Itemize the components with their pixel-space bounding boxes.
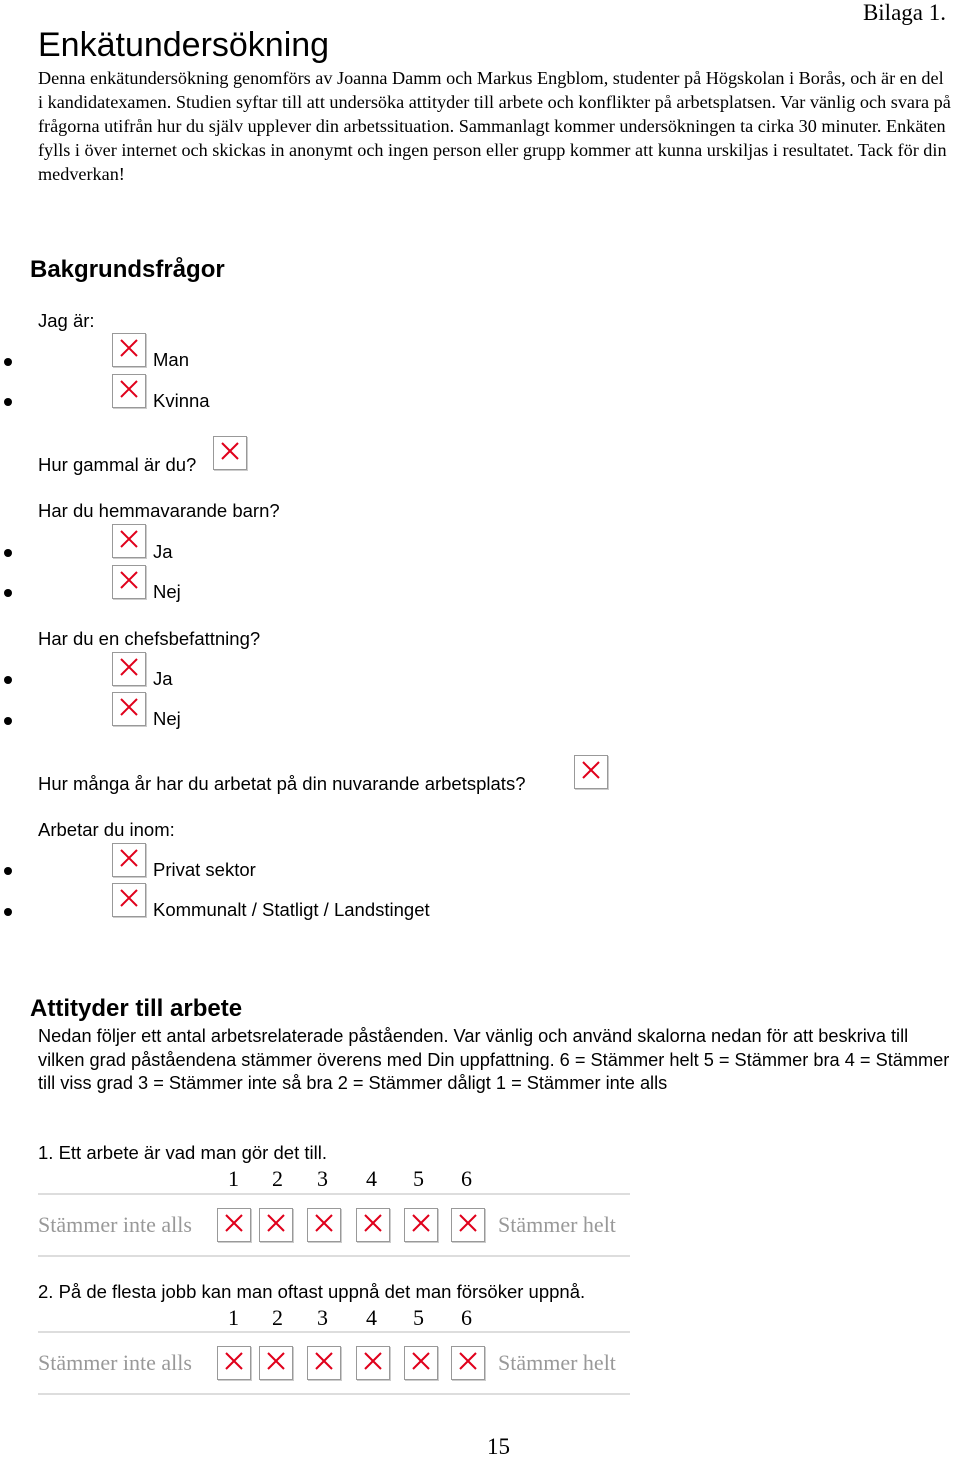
x-mark-icon — [357, 1209, 388, 1240]
statement-1: 1. Ett arbete är vad man gör det till. — [38, 1142, 327, 1163]
checkbox-sector-private[interactable] — [112, 843, 146, 877]
scale-number: 1 — [228, 1166, 239, 1191]
rating-2-option-6[interactable] — [451, 1346, 485, 1380]
age-input[interactable] — [213, 436, 247, 470]
attitudes-intro: Nedan följer ett antal arbetsrelaterade påståenden. Var vänlig och använd skalorna nedan för att beskriva till vilken grad påståendena stämmer överens med Din uppfattning. 6 = Stämmer helt 5 = Stämmer bra 4 = Stämmer till viss grad 3 = Stämmer inte så bra 2 = Stämmer dåligt 1 = Stämmer inte alls — [38, 1026, 950, 1093]
option-label-children-yes: Ja — [153, 541, 173, 562]
bullet-icon — [4, 589, 12, 597]
rating-1-option-2[interactable] — [259, 1208, 293, 1242]
x-mark-icon — [113, 334, 144, 365]
statement-2: 2. På de flesta jobb kan man oftast uppnå det man försöker uppnå. — [38, 1281, 586, 1302]
appendix-label: Bilaga 1. — [862, 0, 946, 25]
scale-number: 3 — [317, 1305, 328, 1330]
rating-1-option-3[interactable] — [307, 1208, 341, 1242]
x-mark-icon — [113, 525, 144, 556]
checkbox-children-no[interactable] — [112, 565, 146, 599]
x-mark-icon — [214, 437, 245, 468]
scale-label-low: Stämmer inte alls — [38, 1212, 192, 1237]
option-label-sector-public: Kommunalt / Statligt / Landstinget — [153, 899, 430, 920]
x-mark-icon — [452, 1347, 483, 1378]
rating-2-option-2[interactable] — [259, 1346, 293, 1380]
rating-2-option-4[interactable] — [356, 1346, 390, 1380]
scale-label-high: Stämmer helt — [498, 1212, 616, 1237]
bullet-icon — [4, 717, 12, 725]
x-mark-icon — [260, 1347, 291, 1378]
option-label-sector-private: Privat sektor — [153, 859, 256, 880]
x-mark-icon — [405, 1347, 436, 1378]
checkbox-children-yes[interactable] — [112, 524, 146, 558]
x-mark-icon — [113, 884, 144, 915]
option-label-children-no: Nej — [153, 581, 181, 602]
option-label-manager-no: Nej — [153, 708, 181, 729]
option-label-man: Man — [153, 349, 189, 370]
checkbox-gender-woman[interactable] — [112, 374, 146, 408]
scale-number: 4 — [366, 1166, 377, 1191]
scale-number: 5 — [413, 1166, 424, 1191]
divider — [38, 1331, 630, 1333]
x-mark-icon — [308, 1209, 339, 1240]
divider — [38, 1393, 630, 1395]
x-mark-icon — [113, 693, 144, 724]
rating-1-option-4[interactable] — [356, 1208, 390, 1242]
question-age: Hur gammal är du? — [38, 454, 197, 475]
rating-1-option-6[interactable] — [451, 1208, 485, 1242]
scale-number: 5 — [413, 1305, 424, 1330]
x-mark-icon — [113, 844, 144, 875]
scale-number: 6 — [461, 1166, 472, 1191]
rating-2-option-3[interactable] — [307, 1346, 341, 1380]
checkbox-manager-yes[interactable] — [112, 652, 146, 686]
scale-number: 2 — [272, 1166, 283, 1191]
page-number: 15 — [487, 1434, 510, 1459]
x-mark-icon — [113, 566, 144, 597]
bullet-icon — [4, 908, 12, 916]
checkbox-manager-no[interactable] — [112, 692, 146, 726]
x-mark-icon — [218, 1347, 249, 1378]
x-mark-icon — [405, 1209, 436, 1240]
section-heading-background: Bakgrundsfrågor — [30, 256, 225, 283]
scale-label-high: Stämmer helt — [498, 1350, 616, 1375]
scale-number: 3 — [317, 1166, 328, 1191]
scale-label-low: Stämmer inte alls — [38, 1350, 192, 1375]
rating-2-option-1[interactable] — [217, 1346, 251, 1380]
x-mark-icon — [308, 1347, 339, 1378]
x-mark-icon — [113, 375, 144, 406]
scale-number: 6 — [461, 1305, 472, 1330]
divider — [38, 1255, 630, 1257]
x-mark-icon — [357, 1347, 388, 1378]
scale-number: 4 — [366, 1305, 377, 1330]
question-years: Hur många år har du arbetat på din nuvarande arbetsplats? — [38, 773, 526, 794]
bullet-icon — [4, 549, 12, 557]
intro-paragraph: Denna enkätundersökning genomförs av Joanna Damm och Markus Engblom, studenter på Högskolan i Borås, och är en del i kandidatexamen. Studien syftar till att undersöka attityder till arbete och konflikter på arbetsplatsen. Var vänlig och svara på frågorna utifrån hur du själv upplever din arbetssituation. Sammanlagt kommer undersökningen ta cirka 30 minuter. Enkäten fylls i över internet och skickas in anonymt och ingen person eller grupp kommer att kunna urskiljas i resultatet. Tack för din medverkan! — [38, 68, 951, 184]
question-children: Har du hemmavarande barn? — [38, 500, 280, 521]
page-title: Enkätundersökning — [38, 26, 330, 64]
years-input[interactable] — [574, 755, 608, 789]
x-mark-icon — [218, 1209, 249, 1240]
question-sector: Arbetar du inom: — [38, 819, 175, 840]
option-label-manager-yes: Ja — [153, 668, 173, 689]
rating-1-option-5[interactable] — [404, 1208, 438, 1242]
x-mark-icon — [260, 1209, 291, 1240]
x-mark-icon — [575, 756, 606, 787]
bullet-icon — [4, 867, 12, 875]
scale-number: 2 — [272, 1305, 283, 1330]
option-label-woman: Kvinna — [153, 390, 210, 411]
rating-2-option-5[interactable] — [404, 1346, 438, 1380]
x-mark-icon — [113, 653, 144, 684]
scale-number: 1 — [228, 1305, 239, 1330]
bullet-icon — [4, 398, 12, 406]
bullet-icon — [4, 676, 12, 684]
checkbox-sector-public[interactable] — [112, 883, 146, 917]
checkbox-gender-man[interactable] — [112, 333, 146, 367]
x-mark-icon — [452, 1209, 483, 1240]
bullet-icon — [4, 358, 12, 366]
question-manager: Har du en chefsbefattning? — [38, 628, 261, 649]
section-heading-attitudes: Attityder till arbete — [30, 995, 243, 1022]
divider — [38, 1193, 630, 1195]
question-gender: Jag är: — [38, 310, 95, 331]
rating-1-option-1[interactable] — [217, 1208, 251, 1242]
